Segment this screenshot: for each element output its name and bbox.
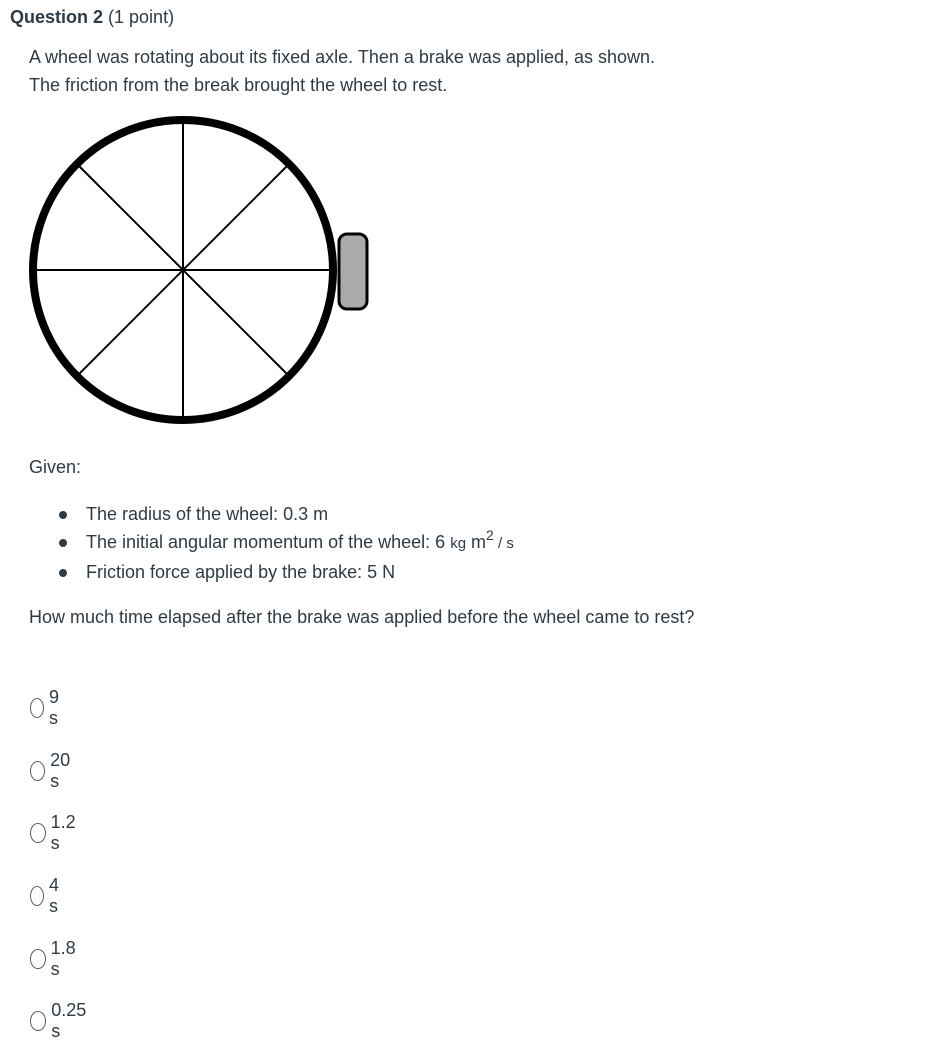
answer-label[interactable]: 1.2 s	[50, 812, 76, 853]
given-item	[56, 558, 514, 586]
given-label: Given:	[29, 457, 82, 477]
answer-option[interactable]	[30, 750, 75, 791]
answer-label[interactable]: 1.8 s	[50, 938, 76, 979]
given-item	[56, 528, 514, 558]
answer-option[interactable]	[30, 812, 80, 853]
intro-line-2: The friction from the break brought the wheel to rest.	[29, 75, 448, 95]
answer-label[interactable]: 9 s	[49, 687, 60, 728]
wheel	[31, 118, 335, 422]
radio-button[interactable]	[30, 698, 44, 718]
bullet-icon	[59, 539, 67, 547]
given-item	[56, 500, 514, 528]
answer-option[interactable]	[30, 938, 80, 979]
wheel-figure	[22, 108, 382, 438]
question-header	[10, 6, 174, 28]
question-points: (1 point)	[108, 7, 175, 27]
given-item-text: Friction force applied by the brake: 5 N	[86, 562, 396, 582]
radio-button[interactable]	[30, 761, 45, 781]
given-item-text: The radius of the wheel: 0.3 m	[86, 504, 329, 524]
radio-button[interactable]	[30, 1011, 46, 1031]
radio-button[interactable]	[30, 886, 44, 906]
unit-per-s: / s	[493, 535, 514, 552]
radio-button[interactable]	[30, 823, 46, 843]
unit-exponent: 2	[486, 527, 494, 543]
bullet-icon	[59, 511, 67, 519]
brake-pad	[339, 234, 367, 309]
answer-option[interactable]	[30, 1000, 90, 1041]
answer-label[interactable]: 20 s	[50, 750, 71, 791]
question-intro	[29, 43, 909, 99]
unit-kg: kg	[450, 535, 467, 552]
answer-label[interactable]: 4 s	[49, 875, 60, 916]
radio-button[interactable]	[30, 949, 46, 969]
answer-label[interactable]: 0.25 s	[51, 1000, 87, 1041]
answer-option[interactable]	[30, 875, 65, 916]
question-prompt: How much time elapsed after the brake was applied before the wheel came to rest?	[29, 607, 695, 627]
question-title: Question 2	[10, 7, 104, 27]
unit-m: m	[466, 532, 487, 552]
given-item-text: The initial angular momentum of the wheel: 6	[86, 532, 451, 552]
given-list	[56, 500, 514, 586]
bullet-icon	[59, 569, 67, 577]
intro-line-1: A wheel was rotating about its fixed axle. Then a brake was applied, as shown.	[29, 47, 656, 67]
answer-option[interactable]	[30, 687, 65, 728]
